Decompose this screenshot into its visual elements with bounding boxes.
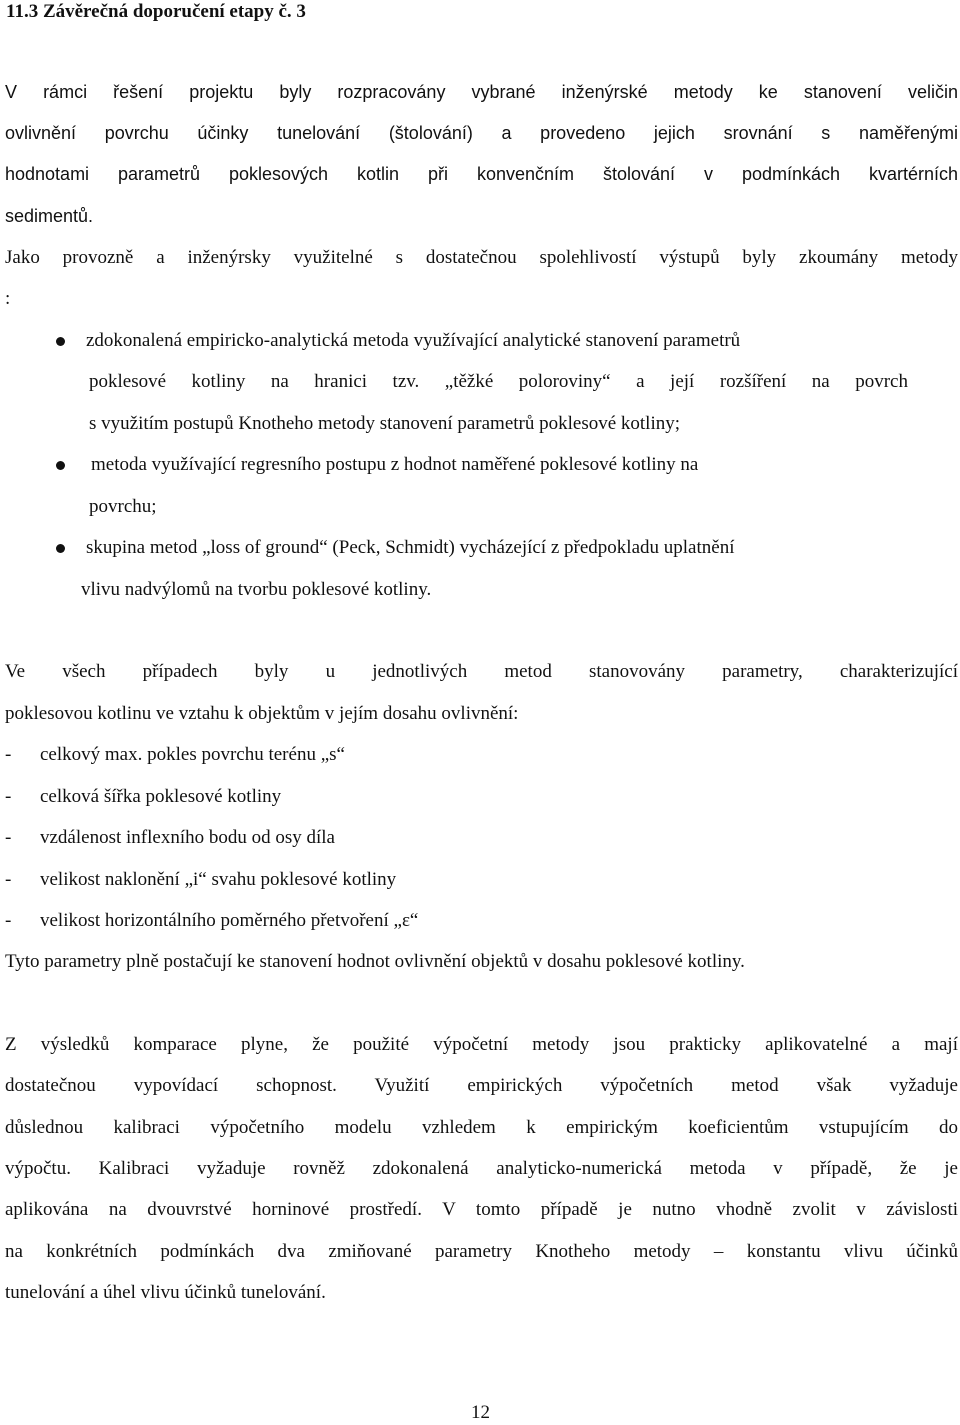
dash-item: vzdálenost inflexního bodu od osy díla <box>40 827 335 848</box>
bullet-line: povrchu; <box>89 496 157 517</box>
dash-marker: - <box>5 744 12 765</box>
paragraph-line: ovlivnění povrchu účinky tunelování (štolování) a provedeno jejich srovnání s naměřenými <box>5 123 958 143</box>
dash-marker: - <box>5 827 12 848</box>
paragraph-line: na konkrétních podmínkách dva zmiňované parametry Knotheho metody – konstantu vlivu účinků <box>5 1241 958 1262</box>
paragraph-line: Z výsledků komparace plyne, že použité výpočetní metody jsou prakticky aplikovatelné a mají <box>5 1034 958 1055</box>
paragraph-line: : <box>5 288 11 309</box>
section-heading: 11.3 Závěrečná doporučení etapy č. 3 <box>6 1 306 22</box>
bullet-line: zdokonalená empiricko-analytická metoda využívající analytické stanovení parametrů <box>86 330 741 351</box>
bullet-line: vlivu nadvýlomů na tvorbu poklesové kotliny. <box>81 579 432 600</box>
paragraph-line: aplikována na dvouvrstvé horninové prostředí. V tomto případě je nutno vhodně zvolit v závislosti <box>5 1199 958 1220</box>
dash-marker: - <box>5 910 12 931</box>
dash-marker: - <box>5 786 12 807</box>
bullet-icon <box>56 337 65 346</box>
dash-item: celkový max. pokles povrchu terénu „s“ <box>40 744 345 765</box>
paragraph-line: poklesovou kotlinu ve vztahu k objektům v jejím dosahu ovlivnění: <box>5 703 519 724</box>
paragraph-line: dostatečnou vypovídací schopnost. Využití empirických výpočetních metod však vyžaduje <box>5 1075 958 1096</box>
bullet-line: metoda využívající regresního postupu z hodnot naměřené poklesové kotliny na <box>91 454 699 475</box>
paragraph-line: sedimentů. <box>5 206 94 226</box>
paragraph-line: tunelování a úhel vlivu účinků tunelování. <box>5 1282 326 1303</box>
dash-marker: - <box>5 869 12 890</box>
paragraph-line: důslednou kalibraci výpočetního modelu vzhledem k empirickým koeficientům vstupujícím do <box>5 1117 958 1138</box>
bullet-line: s využitím postupů Knotheho metody stanovení parametrů poklesové kotliny; <box>89 413 681 434</box>
paragraph-line: V rámci řešení projektu byly rozpracovány vybrané inženýrské metody ke stanovení veličin <box>5 82 958 102</box>
dash-item: velikost naklonění „i“ svahu poklesové kotliny <box>40 869 397 890</box>
dash-item: velikost horizontálního poměrného přetvoření „ε“ <box>40 910 419 931</box>
paragraph-line: výpočtu. Kalibraci vyžaduje rovněž zdokonalená analyticko-numerická metoda v případě, že je <box>5 1158 958 1179</box>
page-number: 12 <box>471 1402 490 1423</box>
dash-item: celková šířka poklesové kotliny <box>40 786 282 807</box>
paragraph-line: Jako provozně a inženýrsky využitelné s dostatečnou spolehlivostí výstupů byly zkoumány metody <box>5 247 958 268</box>
bullet-icon <box>56 544 65 553</box>
paragraph-line: Ve všech případech byly u jednotlivých metod stanovovány parametry, charakterizující <box>5 661 958 682</box>
bullet-line: poklesové kotliny na hranici tzv. „těžké poloroviny“ a její rozšíření na povrch <box>89 371 908 392</box>
paragraph-line: hodnotami parametrů poklesových kotlin při konvenčním štolování v podmínkách kvartérních <box>5 164 958 184</box>
bullet-icon <box>56 461 65 470</box>
bullet-line: skupina metod „loss of ground“ (Peck, Schmidt) vycházející z předpokladu uplatnění <box>86 537 735 558</box>
paragraph-line: Tyto parametry plně postačují ke stanovení hodnot ovlivnění objektů v dosahu poklesové kotliny. <box>5 951 745 972</box>
